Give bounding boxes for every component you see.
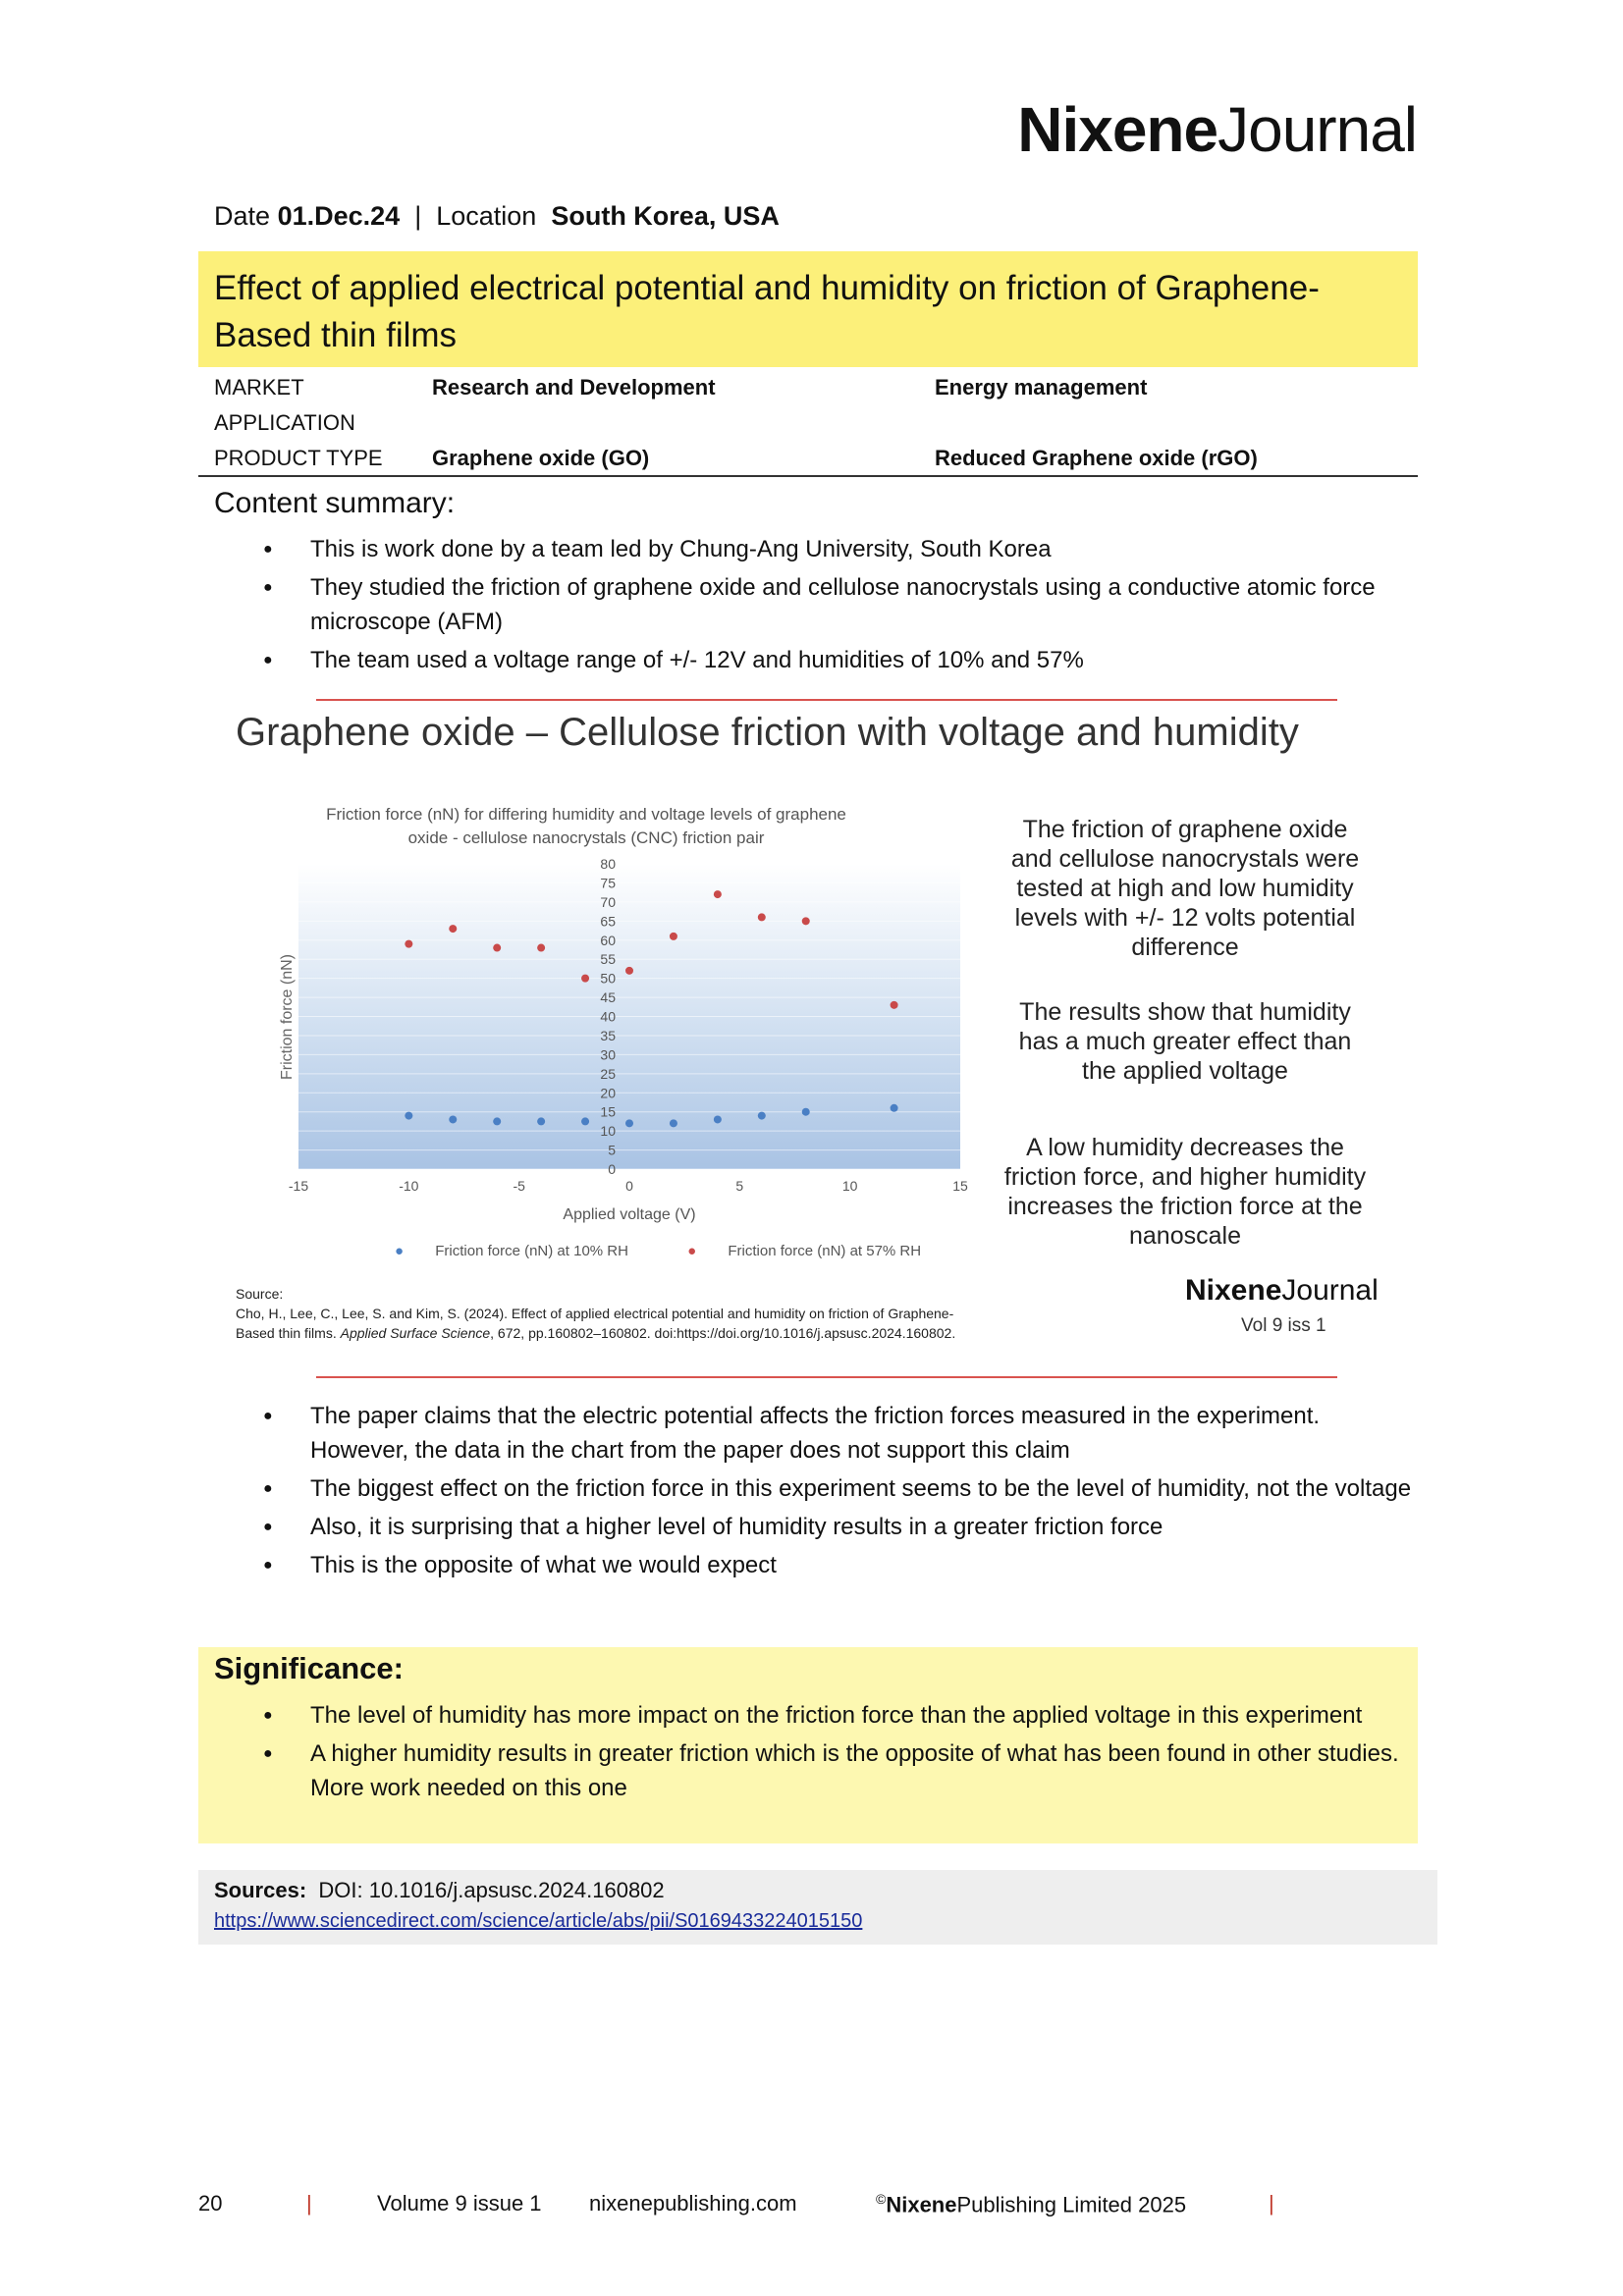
list-item: ● This is work done by a team led by Chung-Ang University, South Korea bbox=[214, 532, 1422, 566]
market-table bbox=[198, 371, 1418, 477]
data-point bbox=[714, 890, 722, 898]
data-point bbox=[758, 913, 766, 921]
x-tick-label: -15 bbox=[288, 1178, 309, 1194]
x-tick-label: -10 bbox=[399, 1178, 419, 1194]
data-point bbox=[581, 975, 589, 983]
y-tick-label: 10 bbox=[600, 1123, 616, 1140]
market-row: MARKET Research and Development Energy management bbox=[214, 375, 1148, 400]
data-point bbox=[758, 1112, 766, 1120]
list-item: ● The level of humidity has more impact on the friction force than the applied voltage in this experiment bbox=[214, 1698, 1402, 1733]
date-value: 01.Dec.24 bbox=[277, 201, 401, 231]
sources-box bbox=[198, 1870, 1437, 1945]
data-point bbox=[670, 1119, 677, 1127]
footer-separator: | bbox=[1269, 2191, 1274, 2216]
footer-site: nixenepublishing.com bbox=[589, 2191, 797, 2216]
list-item: ● This is the opposite of what we would expect bbox=[214, 1548, 1422, 1582]
list-item: ● The team used a voltage range of +/- 12V and humidities of 10% and 57% bbox=[214, 643, 1422, 677]
significance-heading: Significance: bbox=[214, 1651, 404, 1685]
data-point bbox=[449, 1115, 457, 1123]
data-point bbox=[449, 925, 457, 933]
y-tick-label: 25 bbox=[600, 1065, 616, 1082]
divider bbox=[316, 699, 1337, 701]
data-point bbox=[493, 1117, 501, 1125]
list-item: ● They studied the friction of graphene oxide and cellulose nanocrystals using a conductive atomic force microscope (AFM) bbox=[214, 570, 1422, 639]
summary-list bbox=[214, 532, 1422, 681]
data-point bbox=[405, 1112, 412, 1120]
y-tick-label: 30 bbox=[600, 1046, 616, 1063]
location-value: South Korea, USA bbox=[551, 201, 780, 231]
list-item: ● A higher humidity results in greater friction which is the opposite of what has been found in other studies. More work needed on this one bbox=[214, 1736, 1402, 1805]
source-link[interactable]: https://www.sciencedirect.com/science/article/abs/pii/S0169433224015150 bbox=[214, 1910, 863, 1932]
y-tick-label: 40 bbox=[600, 1008, 616, 1025]
data-point bbox=[537, 1117, 545, 1125]
legend-item: ● Friction force (nN) at 10% RH bbox=[395, 1243, 628, 1259]
y-tick-label: 0 bbox=[608, 1161, 616, 1177]
y-tick-label: 80 bbox=[600, 856, 616, 872]
data-point bbox=[714, 1115, 722, 1123]
y-axis-label: Friction force (nN) bbox=[279, 953, 296, 1081]
discussion-list bbox=[214, 1399, 1422, 1586]
x-tick-label: 10 bbox=[841, 1178, 858, 1194]
x-axis-label: Applied voltage (V) bbox=[563, 1206, 696, 1223]
y-tick-label: 20 bbox=[600, 1085, 616, 1101]
data-point bbox=[670, 933, 677, 940]
y-tick-label: 15 bbox=[600, 1103, 616, 1120]
content-summary-heading: Content summary: bbox=[214, 487, 456, 519]
list-item: ● The biggest effect on the friction force in this experiment seems to be the level of humidity, not the voltage bbox=[214, 1471, 1422, 1506]
page-number: 20 bbox=[198, 2191, 223, 2216]
footer-volume: Volume 9 issue 1 bbox=[377, 2191, 542, 2216]
figure-source: Source: Cho, H., Lee, C., Lee, S. and Kim, S. (2024). Effect of applied electrical potential and humidity on friction of Graphene- Based thin films. Applied Surface Science, 672, pp.160802–160802. doi:https://doi.org/10.1016/j.apsusc.2024.160802. bbox=[236, 1286, 956, 1341]
figure-title: Graphene oxide – Cellulose friction with voltage and humidity bbox=[236, 711, 1299, 754]
y-tick-label: 45 bbox=[600, 989, 616, 1006]
article-title: Effect of applied electrical potential and humidity on friction of Graphene-Based thin films bbox=[214, 269, 1320, 354]
data-point bbox=[891, 1104, 898, 1112]
y-tick-label: 70 bbox=[600, 893, 616, 910]
data-point bbox=[405, 940, 412, 948]
journal-logo: NixeneJournal bbox=[1017, 94, 1417, 165]
x-tick-label: 5 bbox=[735, 1178, 744, 1194]
side-note: The results show that humidity has a much greater effect than the applied voltage bbox=[1018, 998, 1352, 1085]
divider bbox=[316, 1376, 1337, 1378]
y-tick-label: 55 bbox=[600, 951, 616, 968]
date-location-line: Date 01.Dec.24 | Location South Korea, USA bbox=[214, 201, 780, 231]
y-tick-label: 60 bbox=[600, 932, 616, 948]
chart-title: Friction force (nN) for differing humidity and voltage levels of graphene oxide - cellulose nanocrystals (CNC) friction pair bbox=[326, 805, 846, 847]
data-point bbox=[802, 917, 810, 925]
figure-volume: Vol 9 iss 1 bbox=[1241, 1315, 1326, 1336]
product-type-row: PRODUCT TYPE Graphene oxide (GO) Reduced Graphene oxide (rGO) bbox=[198, 442, 1418, 477]
footer-separator: | bbox=[306, 2191, 312, 2216]
x-tick-label: -5 bbox=[513, 1178, 525, 1194]
y-tick-label: 35 bbox=[600, 1027, 616, 1043]
data-point bbox=[625, 1119, 633, 1127]
legend-item: ● Friction force (nN) at 57% RH bbox=[687, 1243, 922, 1259]
side-note: A low humidity decreases the friction force, and higher humidity increases the friction force at the nanoscale bbox=[1003, 1134, 1367, 1250]
x-tick-label: 15 bbox=[952, 1178, 968, 1194]
significance-list bbox=[214, 1698, 1402, 1809]
list-item: ● The paper claims that the electric potential affects the friction forces measured in the experiment. However, the data in the chart from the paper does not support this claim bbox=[214, 1399, 1422, 1468]
figure-logo: NixeneJournal bbox=[1185, 1274, 1379, 1307]
data-point bbox=[802, 1108, 810, 1116]
data-point bbox=[537, 944, 545, 952]
infographic-figure bbox=[218, 705, 1392, 1353]
data-point bbox=[891, 1001, 898, 1009]
article-title-box bbox=[198, 251, 1418, 367]
data-point bbox=[625, 967, 633, 975]
y-tick-label: 5 bbox=[608, 1142, 616, 1158]
y-tick-label: 65 bbox=[600, 913, 616, 930]
chart-legend bbox=[395, 1243, 976, 1259]
y-tick-label: 75 bbox=[600, 875, 616, 891]
sources-label: Sources: bbox=[214, 1878, 307, 1902]
application-row: APPLICATION bbox=[214, 410, 355, 435]
significance-box bbox=[198, 1647, 1418, 1843]
x-tick-label: 0 bbox=[625, 1178, 633, 1194]
data-point bbox=[493, 944, 501, 952]
footer-copyright: ©NixenePublishing Limited 2025 bbox=[876, 2191, 1187, 2217]
data-point bbox=[581, 1117, 589, 1125]
y-tick-label: 50 bbox=[600, 970, 616, 987]
list-item: ● Also, it is surprising that a higher level of humidity results in a greater friction force bbox=[214, 1510, 1422, 1544]
doi-text: DOI: 10.1016/j.apsusc.2024.160802 bbox=[318, 1878, 665, 1902]
side-note: The friction of graphene oxide and cellulose nanocrystals were tested at high and low humidity levels with +/- 12 volts potential difference bbox=[1010, 816, 1360, 961]
